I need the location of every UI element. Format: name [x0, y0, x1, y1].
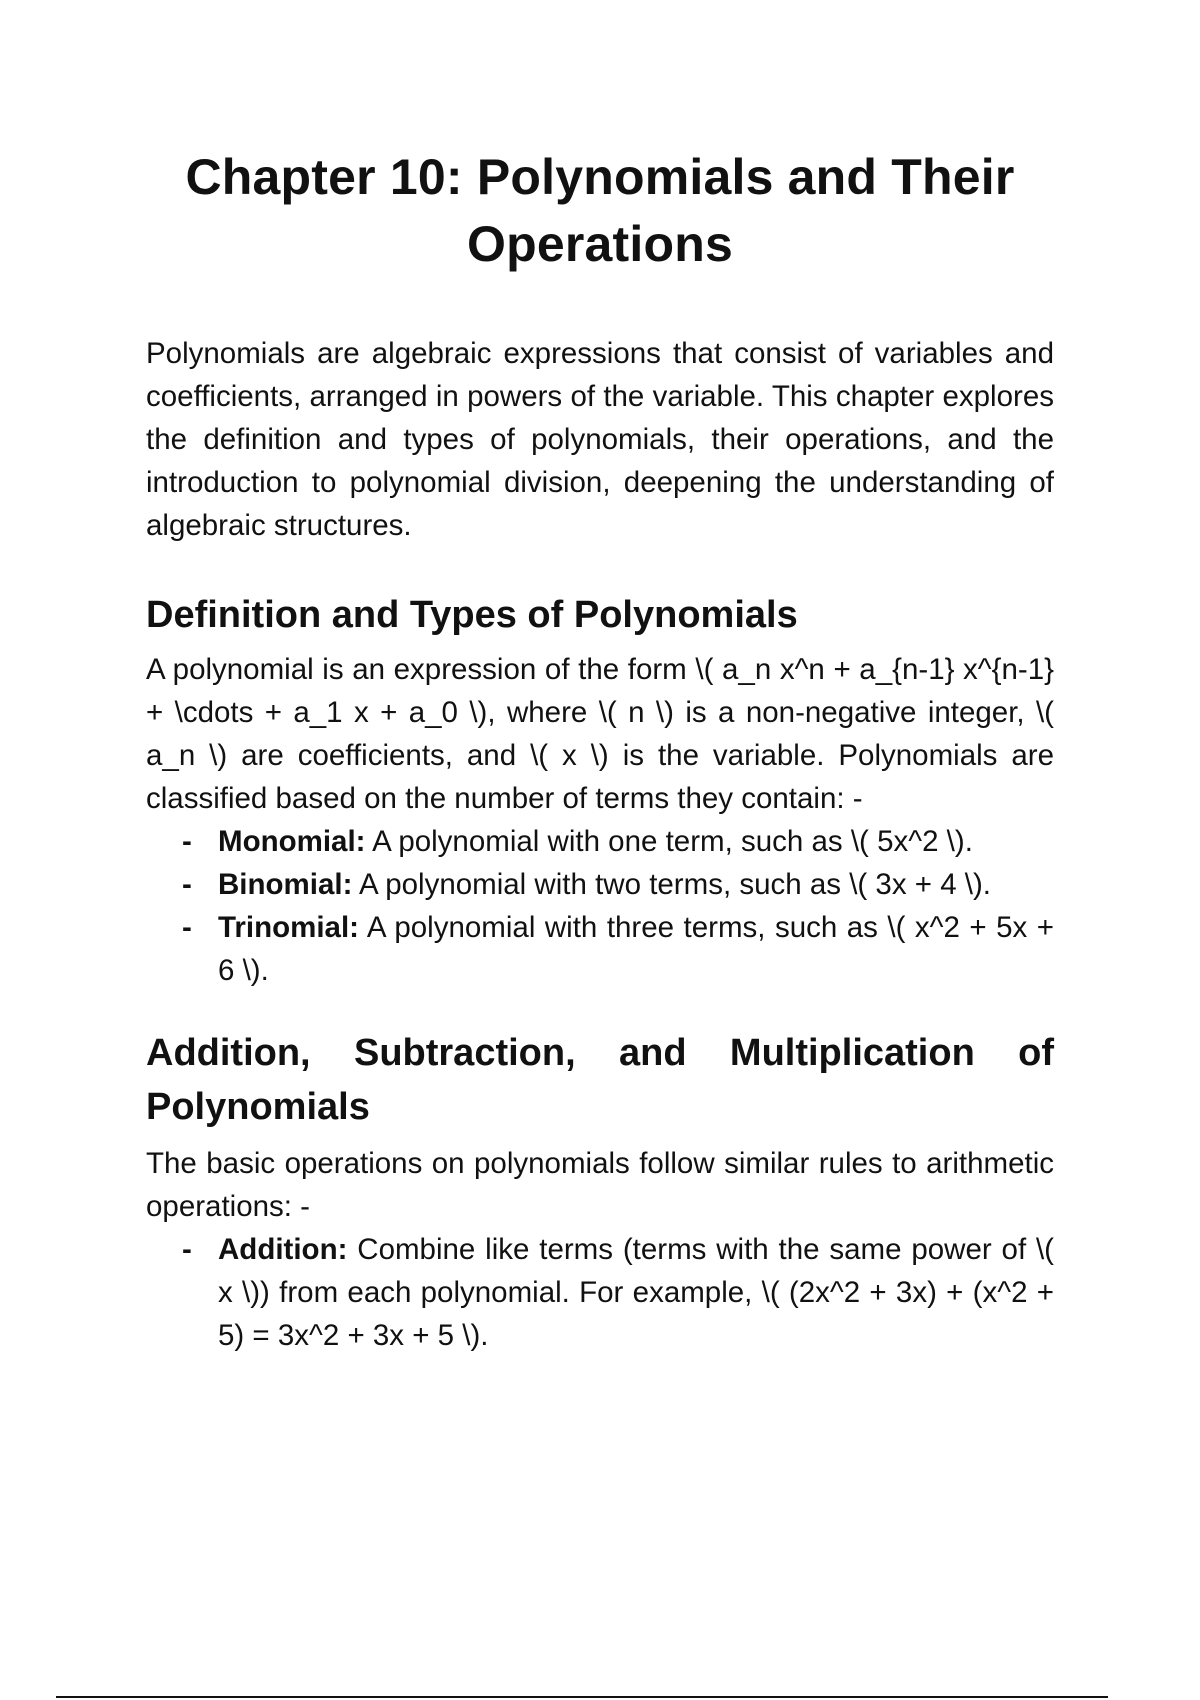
list-item-text: A polynomial with three terms, such as \( x^2 + 5x + 6 \).: [218, 911, 1054, 987]
section-heading-definition: Definition and Types of Polynomials: [146, 594, 798, 636]
list-item-term: Addition:: [218, 1233, 348, 1266]
list-item: [146, 906, 1054, 992]
polynomial-types-list: [146, 820, 1054, 992]
document-page: [146, 0, 1054, 1357]
list-item-text: A polynomial with two terms, such as \( 3x + 4 \).: [352, 868, 992, 901]
list-item: [146, 863, 1054, 906]
footer-divider: [56, 1696, 1108, 1698]
operations-list: [146, 1228, 1054, 1357]
bullet-marker: -: [182, 911, 192, 944]
section-paragraph-operations: The basic operations on polynomials follow similar rules to arithmetic operations: -: [146, 1147, 1054, 1223]
bullet-marker: -: [182, 868, 192, 901]
list-item: [146, 820, 1054, 863]
list-item-term: Binomial:: [218, 868, 353, 901]
intro-paragraph: Polynomials are algebraic expressions that consist of variables and coefficients, arranged in powers of the variable. This chapter explores the definition and types of polynomials, their operations, and the introduction to polynomial division, deepening the understanding of algebraic structures.: [146, 337, 1054, 542]
bullet-marker: -: [182, 825, 192, 858]
list-item-term: Trinomial:: [218, 911, 359, 944]
bullet-marker: -: [182, 1233, 192, 1266]
list-item-text: A polynomial with one term, such as \( 5x^2 \).: [365, 825, 973, 858]
section-paragraph-definition: A polynomial is an expression of the form \( a_n x^n + a_{n-1} x^{n-1} + \cdots + a_1 x + a_0 \), where \( n \) is a non-negative integer, \( a_n \) are coefficients, and \( x \) is the variable. Polynomials are classified based on the number of terms they contain: -: [146, 653, 1054, 815]
section-heading-operations: Addition, Subtraction, and Multiplication of Polynomials: [146, 1032, 1054, 1128]
chapter-title: Chapter 10: Polynomials and Their Operations: [185, 149, 1015, 272]
list-item-term: Monomial:: [218, 825, 366, 858]
list-item-text: Combine like terms (terms with the same power of \( x \)) from each polynomial. For example, \( (2x^2 + 3x) + (x^2 + 5) = 3x^2 + 3x + 5 \).: [218, 1233, 1054, 1352]
list-item: [146, 1228, 1054, 1357]
